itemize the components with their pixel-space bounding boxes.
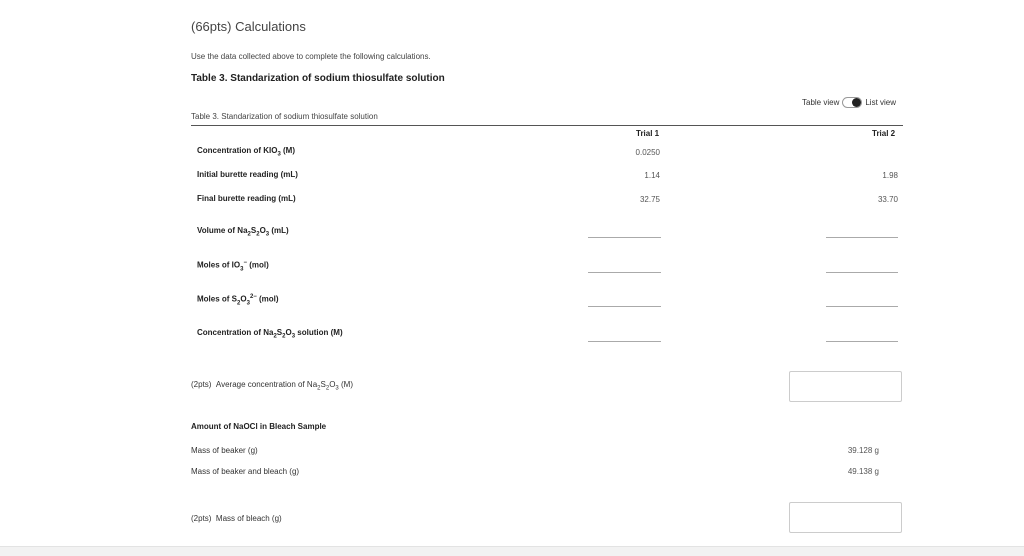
row-label-thiosulfate-concentration: Concentration of $Na_2S_2O_3$ solution (M) <box>197 328 343 340</box>
input-trial2-moles-thiosulfate[interactable] <box>826 306 898 307</box>
input-trial2-moles-iodate[interactable] <box>826 272 898 273</box>
mass-bleach-input[interactable] <box>789 502 902 533</box>
row-label-moles-thiosulfate: Moles of $S_2O_3^{2-}$ (mol) <box>197 294 279 307</box>
input-trial2-volume[interactable] <box>826 237 898 238</box>
row-label-final-burette: Final burette reading (mL) <box>197 194 296 203</box>
cell-trial1-final: 32.75 <box>639 195 660 204</box>
input-trial1-moles-iodate[interactable] <box>588 272 661 273</box>
row-label-moles-iodate: Moles of $IO_3^-$ (mol) <box>197 260 269 273</box>
row-label-volume-thiosulfate: Volume of $Na_2S_2O_3$ (mL) <box>197 226 289 238</box>
average-concentration-question: (2pts) Average concentration of $Na_2S_2O_3$ (M) <box>191 380 353 392</box>
input-trial2-concentration[interactable] <box>826 341 898 342</box>
table-heading: Table 3. Standarization of sodium thiosulfate solution <box>191 73 445 84</box>
mass-beaker-value: 39.128 g <box>847 446 879 455</box>
row-label-kio3-concentration: Concentration of $KIO_3$ (M) <box>197 146 296 158</box>
cell-trial2-initial: 1.98 <box>882 171 898 180</box>
mass-beaker-label: Mass of beaker (g) <box>191 446 258 455</box>
cell-trial1-initial: 1.14 <box>644 171 660 180</box>
column-header-trial-1: Trial 1 <box>636 129 660 138</box>
mass-beaker-bleach-value: 49.138 g <box>847 467 879 476</box>
table-view-label[interactable]: Table view <box>802 97 840 107</box>
section-title: (66pts) Calculations <box>191 19 306 34</box>
view-toggle[interactable] <box>802 95 896 109</box>
row-label-initial-burette: Initial burette reading (mL) <box>197 170 298 179</box>
toggle-knob <box>852 98 861 107</box>
list-view-label[interactable]: List view <box>865 97 897 107</box>
input-trial1-concentration[interactable] <box>588 341 661 342</box>
naocl-heading: Amount of NaOCl in Bleach Sample <box>191 422 327 431</box>
mass-beaker-bleach-label: Mass of beaker and bleach (g) <box>191 467 300 476</box>
cell-trial2-final: 33.70 <box>877 195 898 204</box>
table-divider <box>191 125 903 126</box>
table-caption: Table 3. Standarization of sodium thiosulfate solution <box>191 112 378 121</box>
input-trial1-moles-thiosulfate[interactable] <box>588 306 661 307</box>
cell-trial1-kio3: 0.0250 <box>635 148 660 157</box>
average-concentration-input[interactable] <box>789 371 902 402</box>
mass-bleach-question: (2pts) Mass of bleach (g) <box>191 514 282 523</box>
input-trial1-volume[interactable] <box>588 237 661 238</box>
column-header-trial-2: Trial 2 <box>872 129 896 138</box>
view-toggle-switch[interactable] <box>842 97 862 108</box>
instructions: Use the data collected above to complete the following calculations. <box>191 52 431 61</box>
